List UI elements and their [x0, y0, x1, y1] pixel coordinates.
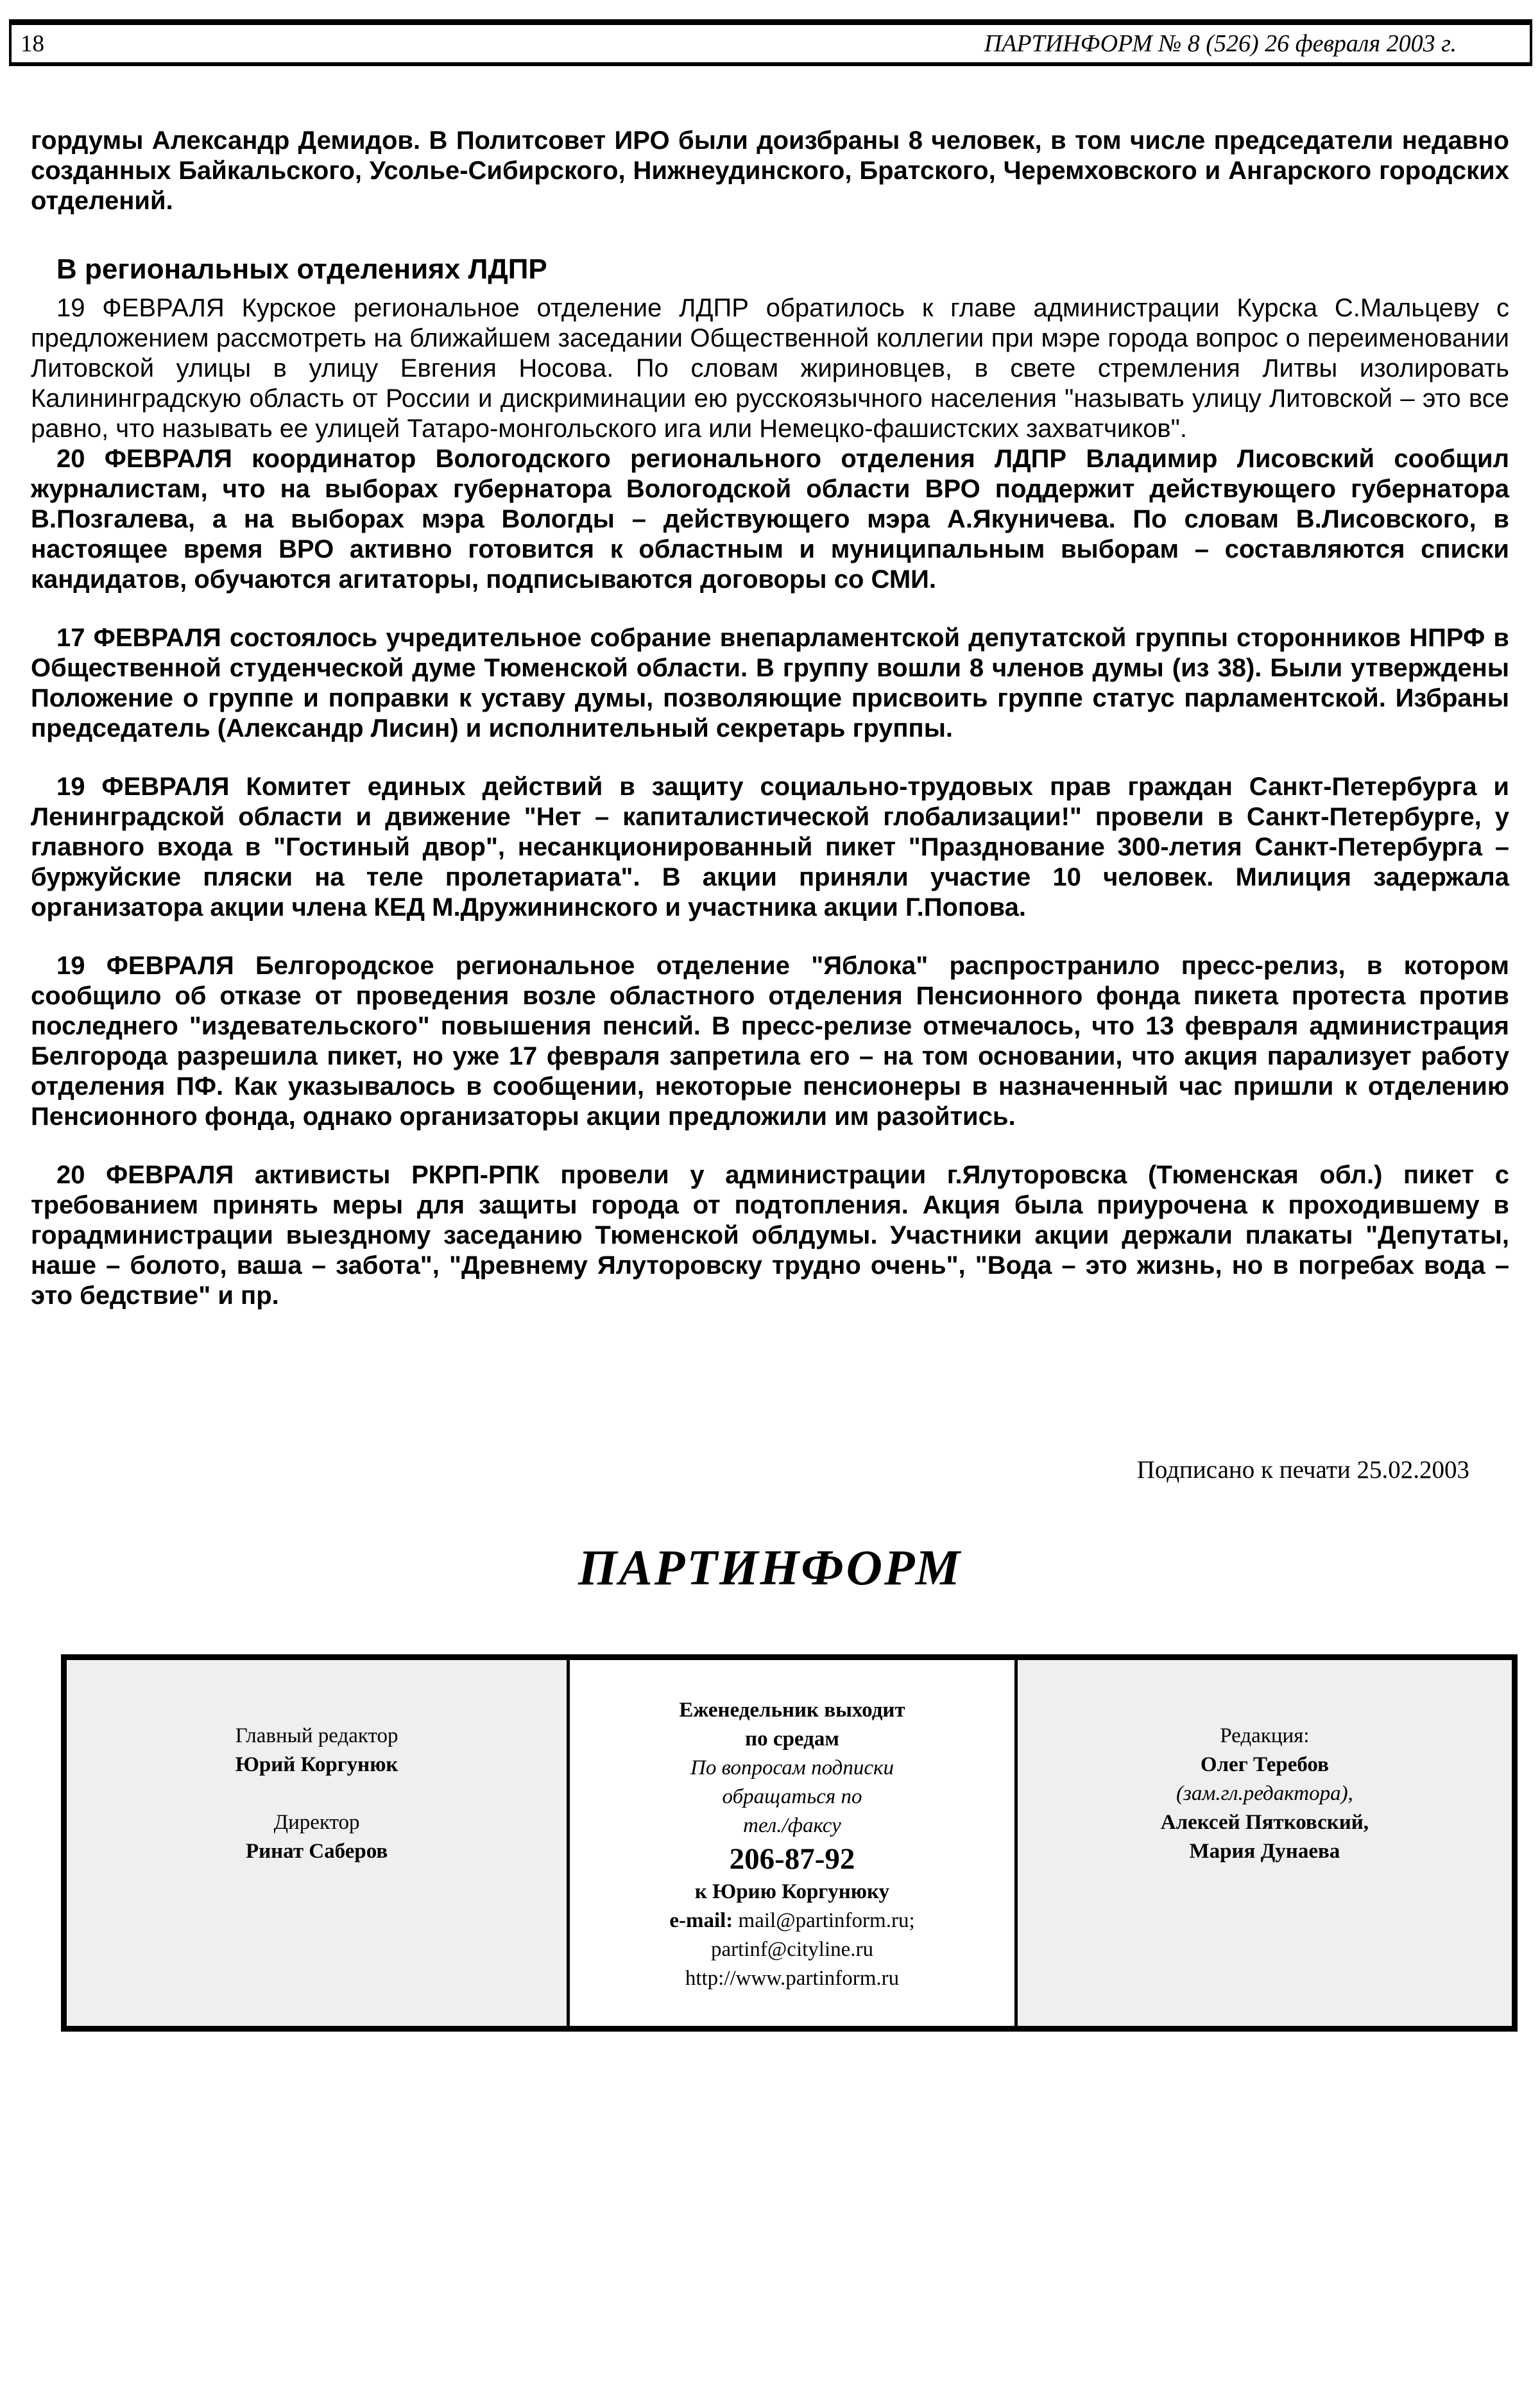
email-line: [570, 1906, 1014, 1935]
spacer: [67, 1779, 567, 1808]
staff-title: Редакция:: [1220, 1724, 1310, 1747]
colophon-cell-contacts: [567, 1660, 1018, 2026]
editor-name: Юрий Коргунюк: [235, 1753, 398, 1776]
news-paragraph: 19 ФЕВРАЛЯ Белгородское региональное отделение "Яблока" распространило пресс-релиз, в котором сообщило об отказе от проведения возле областного отделения Пенсионного фонда пикета протеста против последнего "издевательского" повышения пенсий. В пресс-релизе отмечалось, что 13 февраля администрация Белгорода разрешила пикет, но уже 17 февраля запретила его – на том основании, что акция парализует работу отделения ПФ. Как указывалось в сообщении, некоторые пенсионеры в назначенный час пришли к отделению Пенсионного фонда, однако организаторы акции предложили им разойтись.: [31, 952, 1509, 1131]
staff-name: Олег Теребов: [1200, 1753, 1329, 1776]
subscription-line: По вопросам подписки: [690, 1756, 894, 1779]
schedule-line: Еженедельник выходит: [679, 1699, 905, 1722]
director-role: Директор: [273, 1811, 360, 1834]
news-paragraph: 19 ФЕВРАЛЯ Курское региональное отделение ЛДПР обратилось к главе администрации Курска С.Мальцеву с предложением рассмотреть на ближайшем заседании Общественной коллегии при мэре города вопрос о переименовании Литовской улицы в улицу Евгения Носова. По словам жириновцев, в свете стремления Литвы изолировать Калининградскую область от России и дискриминации ею русскоязычного населения "называть улицу Литовской – это все равно, что называть ее улицей Татаро-монгольского ига или Немецко-фашистских захватчиков".: [31, 294, 1509, 443]
contact-person: к Юрию Коргунюку: [694, 1880, 890, 1903]
masthead-title: ПАРТИНФОРМ: [578, 1539, 962, 1595]
news-paragraph: 20 ФЕВРАЛЯ координатор Вологодского регионального отделения ЛДПР Владимир Лисовский сообщил журналистам, что на выборах губернатора Вологодской области ВРО поддержит действующего губернатора В.Позгалева, а на выборах мэра Вологды – действующего мэра А.Якуничева. По словам В.Лисовского, в настоящее время ВРО активно готовится к областным и муниципальным выборам – составляются списки кандидатов, обучаются агитаторы, подписываются договоры со СМИ.: [31, 445, 1509, 594]
news-paragraph: 19 ФЕВРАЛЯ Комитет единых действий в защиту социально-трудовых прав граждан Санкт-Петербурга и Ленинградской области и движение "Нет – капиталистической глобализации!" провели в Санкт-Петербурге, у главного входа в "Гостиный двор", несанкционированный пикет "Празднование 300-летия Санкт-Петербурга – буржуйские пляски на теле пролетариата". В акции приняли участие 10 человек. Милиция задержала организатора акции члена КЕД М.Дружининского и участника акции Г.Попова.: [31, 773, 1509, 921]
article-body: [31, 126, 1509, 1311]
news-paragraph: 17 ФЕВРАЛЯ состоялось учредительное собрание внепарламентской депутатской группы сторонников НПРФ в Общественной студенческой думе Тюменской области. В группу вошли 8 членов думы (из 38). Были утверждены Положение о группе и поправки к уставу думы, позволяющие присвоить группе статус парламентской. Избраны председатель (Александр Лисин) и исполнительный секретарь группы.: [31, 624, 1509, 742]
signed-to-print-note: Подписано к печати 25.02.2003: [1136, 1456, 1469, 1484]
colophon-cell-editors: [67, 1660, 567, 2026]
running-head: [9, 19, 1532, 66]
website-url: http://www.partinform.ru: [685, 1967, 900, 1990]
news-paragraph-intro: гордумы Александр Демидов. В Политсовет ИРО были доизбраны 8 человек, в том числе председатели недавно созданных Байкальского, Усолье-Сибирского, Нижнеудинского, Братского, Черемховского и Ангарского городских отделений.: [31, 126, 1509, 215]
email-label: e-mail:: [669, 1909, 733, 1932]
staff-name: Алексей Пятковский,: [1160, 1811, 1369, 1834]
director-name: Ринат Саберов: [246, 1840, 388, 1863]
news-paragraph: 20 ФЕВРАЛЯ активисты РКРП-РПК провели у администрации г.Ялуторовска (Тюменская обл.) пикет с требованием принять меры для защиты города от подтопления. Акция была приурочена к проходившему в горадминистрации выездному заседанию Тюменской облдумы. Участники акции держали плакаты "Депутаты, наше – болото, ваша – забота", "Древнему Ялуторовску трудно очень", "Вода – это жизнь, но в погребах вода – это бедствие" и пр.: [31, 1161, 1509, 1310]
schedule-line: по средам: [745, 1727, 839, 1751]
email-address: mail@partinform.ru;: [738, 1909, 915, 1932]
phone-number: 206-87-92: [729, 1842, 855, 1876]
subscription-line: тел./факсу: [743, 1814, 841, 1837]
editor-role: Главный редактор: [235, 1724, 398, 1747]
page-number: 18: [21, 30, 44, 57]
colophon-cell-staff: [1018, 1660, 1512, 2026]
section-heading: В региональных отделениях ЛДПР: [56, 253, 547, 285]
staff-note: (зам.гл.редактора),: [1176, 1782, 1353, 1805]
staff-name: Мария Дунаева: [1189, 1840, 1340, 1863]
issue-title: ПАРТИНФОРМ № 8 (526) 26 февраля 2003 г.: [984, 30, 1457, 57]
colophon-table: [61, 1654, 1518, 2032]
email-address-2: partinf@cityline.ru: [710, 1938, 874, 1961]
subscription-line: обращаться по: [722, 1785, 862, 1808]
